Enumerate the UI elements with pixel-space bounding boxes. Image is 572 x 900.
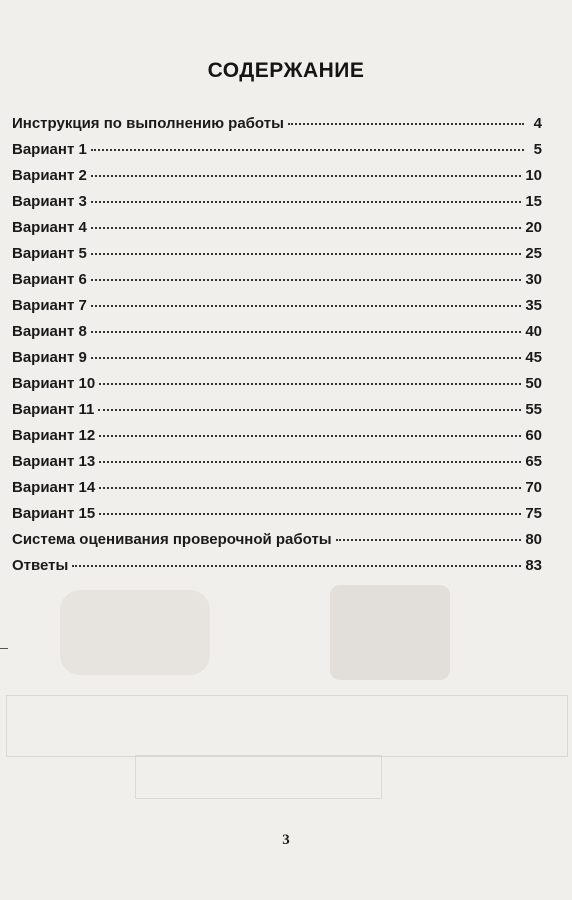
toc-entry[interactable]	[12, 427, 542, 453]
show-through-table	[135, 755, 382, 799]
toc-entry-label: Инструкция по выполнению работы	[12, 115, 284, 132]
toc-dot-leader	[91, 253, 521, 255]
page-number: 3	[282, 832, 290, 848]
toc-entry[interactable]	[12, 375, 542, 401]
toc-dot-leader	[336, 539, 522, 541]
toc-entry-page: 10	[525, 167, 542, 184]
toc-entry-label: Вариант 2	[12, 167, 87, 184]
toc-entry-page: 75	[525, 505, 542, 522]
toc-dot-leader	[99, 487, 521, 489]
toc-entry-page: 40	[525, 323, 542, 340]
toc-entry[interactable]	[12, 479, 542, 505]
toc-dot-leader	[91, 149, 524, 151]
toc-entry-page: 50	[525, 375, 542, 392]
toc-entry-label: Вариант 8	[12, 323, 87, 340]
toc-entry-label: Вариант 3	[12, 193, 87, 210]
toc-dot-leader	[91, 279, 521, 281]
toc-entry[interactable]	[12, 323, 542, 349]
toc-dot-leader	[99, 461, 521, 463]
toc-entry-label: Вариант 12	[12, 427, 96, 444]
toc-entry-label: Ответы	[12, 557, 69, 574]
toc-entry[interactable]	[12, 531, 542, 557]
page-edge-mark	[0, 648, 8, 649]
toc-entry-page: 45	[525, 349, 542, 366]
toc-entry-page: 70	[525, 479, 542, 496]
show-through-image	[330, 585, 450, 680]
toc-entry[interactable]	[12, 219, 542, 245]
toc-entry-page: 65	[525, 453, 542, 470]
toc-dot-leader	[91, 305, 521, 307]
toc-dot-leader	[91, 175, 521, 177]
toc-entry-page: 15	[525, 193, 542, 210]
toc-entry-page: 55	[525, 401, 542, 418]
toc-entry-label: Система оценивания проверочной работы	[12, 531, 332, 548]
toc-entry-page: 4	[533, 115, 542, 132]
toc-entry[interactable]	[12, 453, 542, 479]
toc-entry-label: Вариант 1	[12, 141, 87, 158]
toc-entry-label: Вариант 11	[12, 401, 95, 418]
toc-entry-page: 25	[525, 245, 542, 262]
toc-dot-leader	[91, 357, 521, 359]
show-through-image	[60, 590, 210, 675]
toc-entry[interactable]	[12, 193, 542, 219]
toc-entry-page: 35	[525, 297, 542, 314]
toc-entry-page: 30	[525, 271, 542, 288]
toc-entry[interactable]	[12, 401, 542, 427]
toc-entry-label: Вариант 14	[12, 479, 96, 496]
show-through-table	[6, 695, 568, 757]
toc-entry-page: 5	[533, 141, 542, 158]
toc-entry-label: Вариант 5	[12, 245, 87, 262]
toc-entry-label: Вариант 7	[12, 297, 87, 314]
toc-entry-label: Вариант 4	[12, 219, 87, 236]
toc-dot-leader	[91, 227, 521, 229]
toc-entry-page: 60	[525, 427, 542, 444]
toc-entry-page: 20	[525, 219, 542, 236]
toc-dot-leader	[98, 409, 521, 411]
toc-entry[interactable]	[12, 167, 542, 193]
toc-entry-label: Вариант 13	[12, 453, 96, 470]
toc-entry[interactable]	[12, 505, 542, 531]
toc-entry-label: Вариант 6	[12, 271, 87, 288]
toc-entry[interactable]	[12, 115, 542, 141]
toc-entry-label: Вариант 15	[12, 505, 96, 522]
toc-entry-page: 83	[525, 557, 542, 574]
toc-entry[interactable]	[12, 349, 542, 375]
toc-dot-leader	[99, 435, 521, 437]
toc-dot-leader	[91, 201, 521, 203]
toc-entry[interactable]	[12, 245, 542, 271]
page-title: СОДЕРЖАНИЕ	[207, 59, 365, 83]
toc-dot-leader	[72, 565, 521, 567]
table-of-contents	[12, 115, 542, 583]
toc-entry[interactable]	[12, 271, 542, 297]
toc-dot-leader	[91, 331, 521, 333]
toc-entry[interactable]	[12, 141, 542, 167]
toc-entry[interactable]	[12, 297, 542, 323]
toc-entry-label: Вариант 9	[12, 349, 87, 366]
toc-entry-label: Вариант 10	[12, 375, 96, 392]
toc-dot-leader	[99, 383, 521, 385]
toc-entry-page: 80	[525, 531, 542, 548]
toc-dot-leader	[99, 513, 521, 515]
toc-dot-leader	[288, 123, 524, 125]
toc-entry[interactable]	[12, 557, 542, 583]
